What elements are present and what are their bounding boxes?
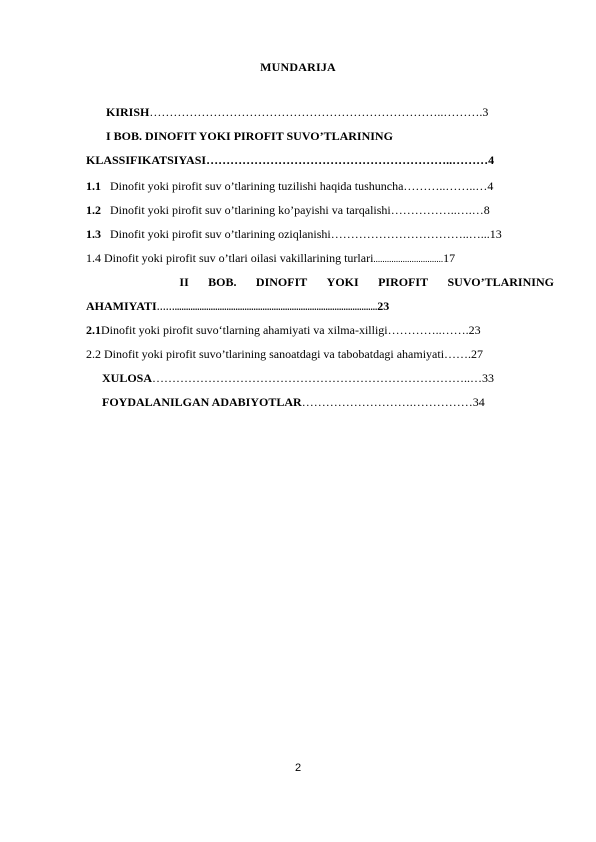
toc-leader: ……..........................................................................................: [156, 302, 378, 312]
toc-entry-adabiyotlar: [86, 394, 554, 410]
toc-word: BOB.: [208, 275, 237, 289]
page-title: MUNDARIJA: [260, 60, 336, 74]
toc-entry-2-1: [86, 322, 554, 338]
toc-label: XULOSA: [102, 371, 153, 385]
toc-word: YOKI: [326, 275, 359, 289]
toc-leader: ……………..….…: [390, 203, 484, 217]
toc-number: 1.3: [86, 227, 101, 241]
toc-label: 2.2 Dinofit yoki pirofit suvo’tlarining sanoatdagi va tabobatdagi ahamiyati: [86, 347, 445, 361]
toc-page: 27: [471, 347, 484, 361]
toc-page: 4: [488, 153, 495, 167]
toc-leader: ...............................: [373, 254, 444, 264]
toc-label: AHAMIYATI: [86, 299, 157, 313]
toc-leader: ……………………………………………………………………..…: [152, 371, 483, 385]
toc-entry-1-3: [86, 226, 554, 242]
toc-entry-ahamiyati: [86, 298, 554, 314]
toc-entry-kirish: [86, 104, 554, 120]
toc-leader: ……………………………………………………..………: [206, 153, 489, 167]
toc-label: I BOB. DINOFIT YOKI PIROFIT SUVO’TLARINING: [106, 129, 393, 143]
toc-entry-1-4: [86, 250, 554, 266]
toc-entry-xulosa: [86, 370, 554, 386]
toc-label: Dinofit yoki pirofit suv o’tlarining oziqlanishi: [110, 227, 331, 241]
toc-page: 8: [483, 203, 490, 217]
toc-number: 2.1: [86, 323, 101, 337]
toc-label: FOYDALANILGAN ADABIYOTLAR: [102, 395, 302, 409]
toc-leader: ………..……..…: [403, 179, 488, 193]
toc-chapter-1-heading: [86, 128, 554, 144]
toc-entry-2-2: [86, 346, 554, 362]
toc-number: 1.1: [86, 179, 101, 193]
toc-chapter-2-heading: [86, 274, 554, 290]
toc-word: SUVO’TLARINING: [447, 275, 554, 289]
toc-word: II: [179, 275, 189, 289]
toc-page: 23: [468, 323, 481, 337]
toc-label: Dinofit yoki pirofit suvo‘tlarning ahamiyati va xilma-xilligi: [101, 323, 388, 337]
toc-page: 4: [487, 179, 494, 193]
toc-page: 23: [377, 299, 390, 313]
toc-word: PIROFIT: [378, 275, 429, 289]
toc-indent: [86, 274, 160, 290]
toc-leader: …………..…….: [387, 323, 469, 337]
toc-label: 1.4 Dinofit yoki pirofit suv o’tlari oilasi vakillarining turlari: [86, 251, 374, 265]
toc-page: 3: [482, 105, 489, 119]
toc-page: 33: [482, 371, 495, 385]
toc-entry-klassifikatsiyasi: [86, 152, 554, 168]
toc-entry-1-1: [86, 178, 554, 194]
page-number: 2: [294, 762, 302, 774]
toc-label: KIRISH: [106, 105, 150, 119]
toc-entry-1-2: [86, 202, 554, 218]
toc-leader: ………………………………………………………………..……….: [149, 105, 483, 119]
toc-leader: ……………………….……………: [301, 395, 473, 409]
toc-page: 34: [472, 395, 485, 409]
toc-page: 17: [443, 251, 456, 265]
toc-word: DINOFIT: [255, 275, 308, 289]
toc-leader: …….: [444, 347, 472, 361]
toc-label: Dinofit yoki pirofit suv o’tlarining ko’payishi va tarqalishi: [110, 203, 391, 217]
toc-page: 13: [489, 227, 502, 241]
toc-label: KLASSIFIKATSIYASI: [86, 153, 207, 167]
toc-leader: ……………………………..…...: [330, 227, 490, 241]
toc-number: 1.2: [86, 203, 101, 217]
toc-label: Dinofit yoki pirofit suv o’tlarining tuzilishi haqida tushuncha: [110, 179, 404, 193]
